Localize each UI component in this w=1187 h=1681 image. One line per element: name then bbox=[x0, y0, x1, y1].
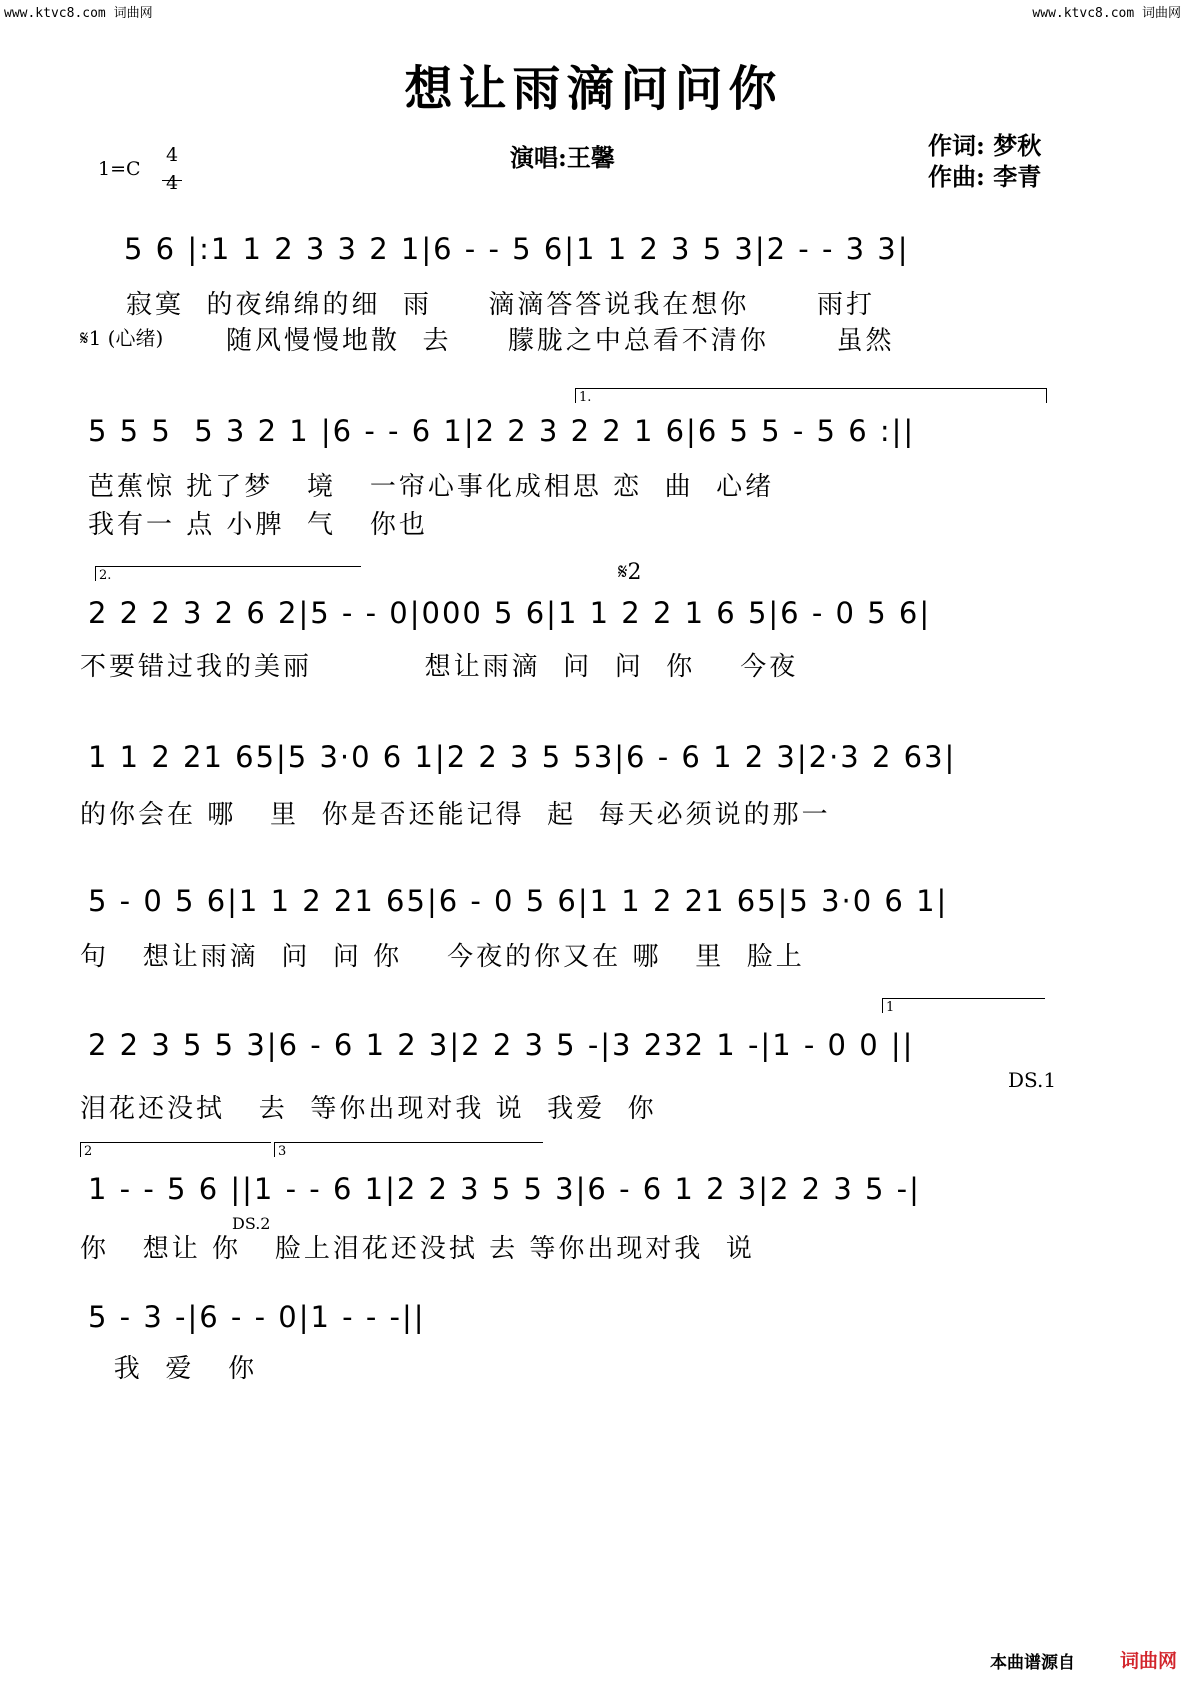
notes-line-8: 5 - 3 -|6 - - 0|1 - - -|| bbox=[88, 1300, 426, 1334]
key-signature: 1=C bbox=[98, 158, 141, 180]
lyricist-credit: 作词: 梦秋 bbox=[928, 131, 1042, 160]
notes-line-6: 2 2 3 5 5 3|6 - 6 1 2 3|2 2 3 5 -|3 232 1 -|1 - 0 0 || bbox=[88, 1028, 915, 1062]
lyrics-line-8: 我 爱 你 bbox=[80, 1354, 258, 1384]
notes-line-7: 1 - - 5 6 ||1 - - 6 1|2 2 3 5 5 3|6 - 6 1 2 3|2 2 3 5 -| bbox=[88, 1172, 921, 1206]
time-signature-bottom: 4 bbox=[165, 172, 179, 194]
segno-1-label: 𝄋1 (心绪) bbox=[80, 326, 164, 350]
lyrics-line-6: 泪花还没拭 去 等你出现对我 说 我爱 你 bbox=[80, 1094, 657, 1124]
lyrics-line-1-verse-1: 寂寞 的夜绵绵的细 雨 滴滴答答说我在想你 雨打 bbox=[126, 290, 875, 320]
notes-line-5: 5 - 0 5 6|1 1 2 21 65|6 - 0 5 6|1 1 2 21 65|5 3·0 6 1| bbox=[88, 884, 949, 918]
composer-credit: 作曲: 李青 bbox=[928, 162, 1042, 191]
singer-credit: 演唱:王馨 bbox=[510, 143, 615, 172]
notes-line-2: 5 5 5 5 3 2 1 |6 - - 6 1|2 2 3 2 2 1 6|6 5 5 - 5 6 :|| bbox=[88, 414, 916, 448]
volta-2-line7-label: 2 bbox=[84, 1144, 93, 1159]
lyrics-line-7: 你 想让 你 脸上泪花还没拭 去 等你出现对我 说 bbox=[80, 1234, 755, 1264]
notes-line-4: 1 1 2 21 65|5 3·0 6 1|2 2 3 5 53|6 - 6 1 2 3|2·3 2 63| bbox=[88, 740, 957, 774]
watermark-left: www.ktvc8.com 词曲网 bbox=[4, 6, 153, 21]
watermark-right: www.ktvc8.com 词曲网 bbox=[1032, 6, 1181, 21]
volta-line6-bracket bbox=[882, 998, 1045, 1013]
footer-site-logo: 词曲网 bbox=[1119, 1650, 1177, 1672]
notes-line-3: 2 2 2 3 2 6 2|5 - - 0|000 5 6|1 1 2 2 1 6 5|6 - 0 5 6| bbox=[88, 596, 932, 630]
volta-2-label: 2. bbox=[99, 568, 112, 583]
volta-1-label: 1. bbox=[579, 390, 592, 405]
volta-1-bracket bbox=[575, 388, 1047, 403]
notes-line-1: 5 6 |:1 1 2 3 3 2 1|6 - - 5 6|1 1 2 3 5 3|2 - - 3 3| bbox=[124, 232, 910, 266]
song-title: 想让雨滴问问你 bbox=[404, 61, 783, 117]
lyrics-line-5: 句 想让雨滴 问 问 你 今夜的你又在 哪 里 脸上 bbox=[80, 942, 805, 972]
volta-2-line7-bracket bbox=[80, 1142, 271, 1157]
footer-source-text: 本曲谱源自 bbox=[990, 1653, 1075, 1673]
volta-2-bracket bbox=[95, 566, 361, 581]
segno-2: 𝄋2 bbox=[618, 560, 642, 585]
lyrics-line-4: 的你会在 哪 里 你是否还能记得 起 每天必须说的那一 bbox=[80, 800, 831, 830]
volta-3-label: 3 bbox=[278, 1144, 287, 1159]
lyrics-line-2-verse-2: 我有一 点 小脾 气 你也 bbox=[88, 510, 428, 540]
ds-2-marker: DS.2 bbox=[232, 1214, 271, 1233]
lyrics-line-1-verse-2: 随风慢慢地散 去 朦胧之中总看不清你 虽然 bbox=[226, 326, 895, 356]
lyrics-line-3: 不要错过我的美丽 想让雨滴 问 问 你 今夜 bbox=[80, 652, 799, 682]
time-signature-top: 4 bbox=[165, 144, 179, 166]
ds-1-marker: DS.1 bbox=[1008, 1068, 1057, 1092]
volta-line6-label: 1 bbox=[886, 1000, 895, 1015]
lyrics-line-2-verse-1: 芭蕉惊 扰了梦 境 一帘心事化成相思 恋 曲 心绪 bbox=[88, 472, 775, 502]
volta-3-bracket bbox=[274, 1142, 543, 1157]
